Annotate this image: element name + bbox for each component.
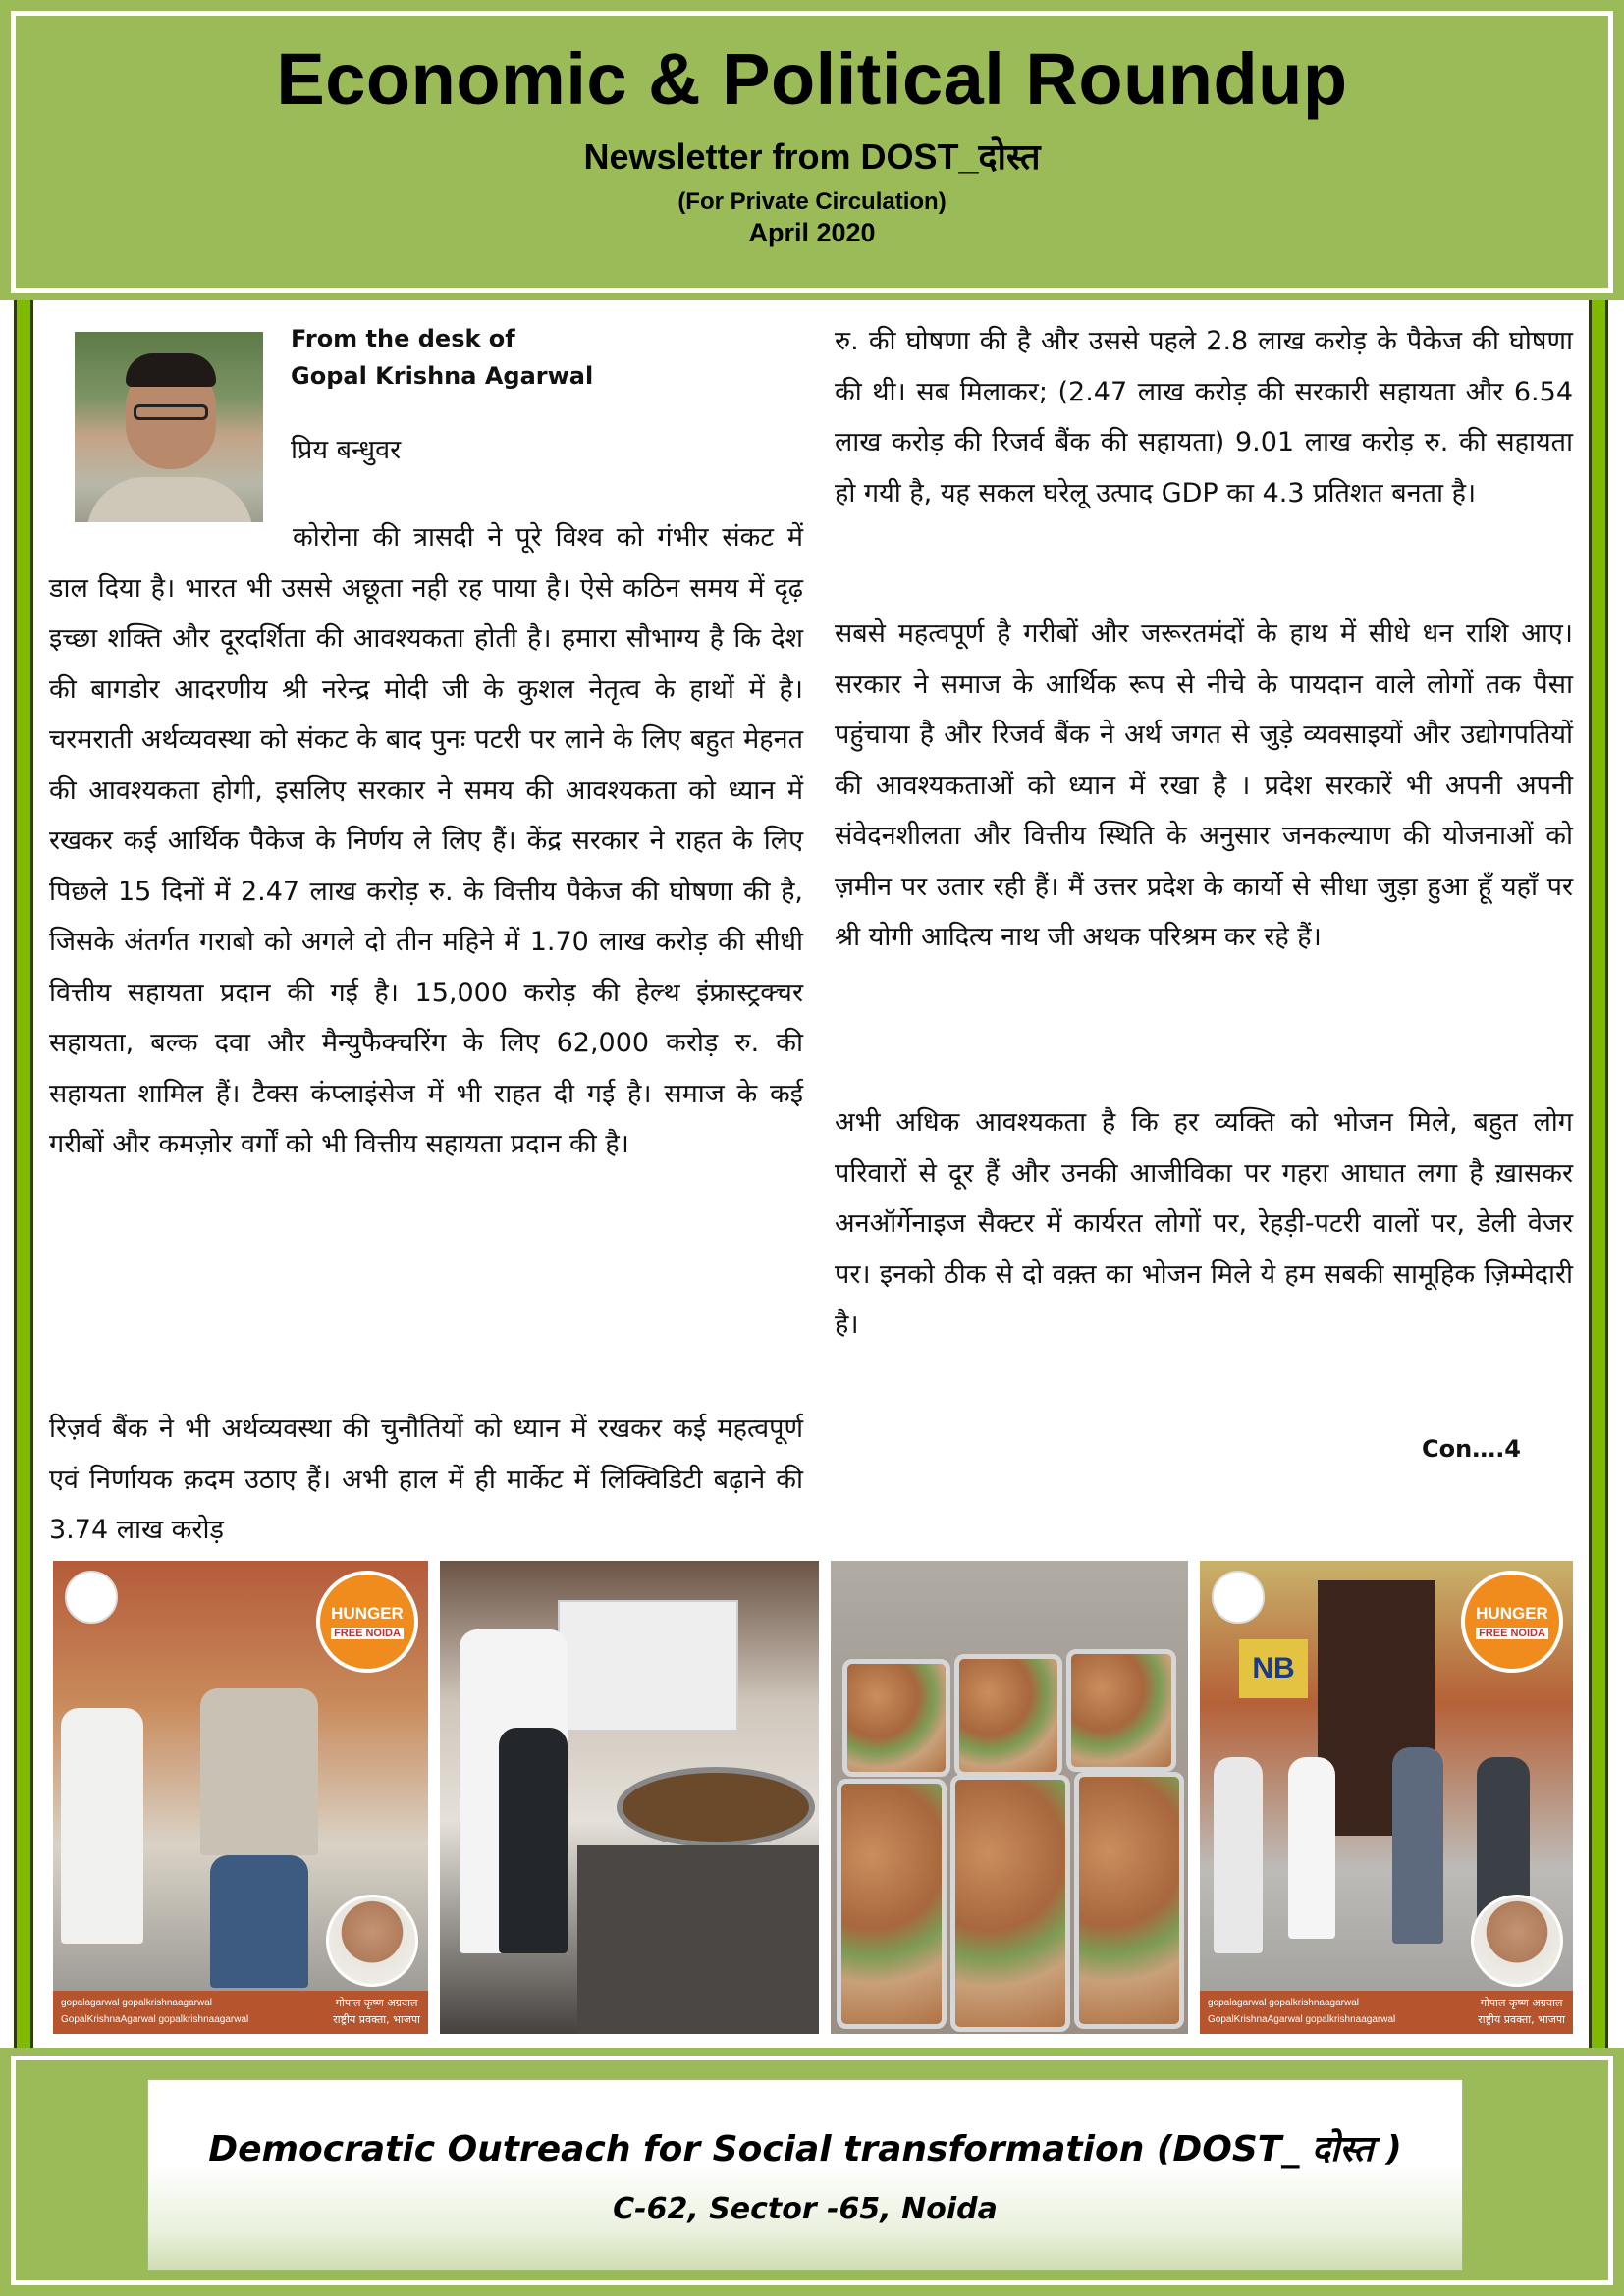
person-figure	[200, 1688, 318, 1855]
food-tray	[1066, 1649, 1176, 1772]
social-handles: gopalagarwal gopalkrishnaagarwal	[1208, 1998, 1359, 2008]
footer-box	[147, 2079, 1463, 2271]
cooking-pan	[617, 1767, 815, 1847]
right-paragraph-3: अभी अधिक आवश्यकता है कि हर व्यक्ति को भोजन मिले, बहुत लोग परिवारों से दूर हैं और उनकी आजीविका पर गहरा आघात लगा है ख़ासकर अनऑर्गेनाइज सैक्टर में कार्यरत लोगों पर, रेहड़ी-पटरी वालों पर, डेली वेजर पर। इनको ठीक से दो वक़्त का भोजन मिले ये हम सबकी सामूहिक ज़िम्मेदारी है।	[835, 1107, 1573, 1340]
newsletter-title: Economic & Political Roundup	[276, 38, 1348, 120]
lotus-logo-icon	[65, 1571, 118, 1624]
footer-band	[0, 2048, 1624, 2296]
newsletter-subtitle: Newsletter from DOST_दोस्त	[583, 136, 1041, 177]
photo-role: राष्ट्रीय प्रवक्ता, भाजपा	[333, 2013, 420, 2026]
badge-title: HUNGER	[331, 1604, 404, 1623]
greeting: प्रिय बन्धुवर	[291, 435, 402, 465]
person-figure	[210, 1855, 308, 1988]
lotus-logo-icon	[1212, 1571, 1265, 1624]
kitchen-tiles	[558, 1600, 738, 1732]
person-figure	[1288, 1757, 1335, 1939]
organization-name: Democratic Outreach for Social transformation (DOST_ दोस्त )	[208, 2129, 1402, 2169]
badge-subtitle: FREE NOIDA	[1476, 1628, 1548, 1639]
food-tray	[954, 1654, 1062, 1777]
social-handles: gopalagarwal gopalkrishnaagarwal	[61, 1998, 212, 2008]
social-handles: GopalKrishnaAgarwal gopalkrishnaagarwal	[61, 2014, 249, 2025]
photo-footer-strip	[53, 1991, 428, 2034]
person-figure	[1392, 1747, 1443, 1944]
avatar	[1471, 1895, 1563, 1987]
masthead	[0, 0, 1624, 300]
avatar	[326, 1895, 418, 1987]
organization-address: C-62, Sector -65, Noida	[613, 2192, 998, 2226]
issue-date: April 2020	[748, 218, 876, 247]
right-side-bar	[1589, 300, 1608, 2048]
food-tray	[842, 1659, 950, 1777]
desk-line: From the desk of	[291, 325, 515, 352]
person-figure	[1214, 1757, 1263, 1953]
person-figure	[61, 1708, 143, 1944]
photo-food-trays	[831, 1561, 1188, 2034]
food-tray	[837, 1779, 947, 2029]
social-handles: GopalKrishnaAgarwal gopalkrishnaagarwal	[1208, 2014, 1396, 2025]
photo-kitchen-cooking	[440, 1561, 819, 2034]
right-paragraph-2: सबसे महत्वपूर्ण है गरीबों और जरूरतमंदों के हाथ में सीधे धन राशि आए। सरकार ने समाज के आर्थिक रूप से नीचे के पायदान वाले लोगों तक पैसा पहुंचाया है और रिजर्व बैंक ने अर्थ जगत से जुड़े व्यवसाइयों और उद्योगपतियों की आवश्यकताओं को ध्यान में रखा है । प्रदेश सरकारें भी अपनी अपनी संवेदनशीलता और वित्तीय स्थिति के अनुसार जनकल्याण की योजनाओं को ज़मीन पर उतार रही हैं। मैं उत्तर प्रदेश के कार्यो से सीधा जुड़ा हुआ हूँ यहाँ पर श्री योगी आदित्य नाथ जी अथक परिश्रम कर रहे हैं।	[835, 618, 1573, 952]
author-name: Gopal Krishna Agarwal	[291, 362, 594, 390]
photo-role: राष्ट्रीय प्रवक्ता, भाजपा	[1478, 2013, 1565, 2026]
author-photo	[75, 332, 263, 522]
chef-apron	[499, 1728, 568, 1953]
food-tray	[950, 1775, 1070, 2032]
truck-label: NB	[1239, 1639, 1308, 1698]
hunger-free-badge	[316, 1571, 418, 1673]
circulation-note: (For Private Circulation)	[677, 188, 947, 215]
badge-title: HUNGER	[1476, 1604, 1548, 1623]
stove-counter	[577, 1845, 819, 2034]
hunger-free-badge	[1461, 1571, 1563, 1673]
right-paragraph-1: रु. की घोषणा की है और उससे पहले 2.8 लाख करोड़ के पैकेज की घोषणा की थी। सब मिलाकर; (2.47 लाख करोड़ की सरकारी सहायता और 6.54 लाख करोड़ की रिजर्व बैंक की सहायता) 9.01 लाख करोड़ रु. की सहायता हो गयी है, यह सकल घरेलू उत्पाद GDP का 4.3 प्रतिशत बनता है।	[835, 326, 1573, 508]
left-side-bar	[14, 300, 33, 2048]
glasses-icon	[134, 404, 208, 420]
food-tray	[1074, 1772, 1184, 2029]
photo-name: गोपाल कृष्ण अग्रवाल	[335, 1997, 418, 2009]
photo-footer-strip	[1200, 1991, 1573, 2034]
left-paragraph-1: कोरोना की त्रासदी ने पूरे विश्व को गंभीर संकट में डाल दिया है। भारत भी उससे अछूता नही रह पाया है। ऐसे कठिन समय में दृढ़ इच्छा शक्ति और दूरदर्शिता की आवश्यकता होती है। हमारा सौभाग्य है कि देश की बागडोर आदरणीय श्री नरेन्द्र मोदी जी के कुशल नेतृत्व के हाथों में है। चरमराती अर्थव्यवस्था को संकट के बाद पुनः पटरी पर लाने के लिए बहुत मेहनत की आवश्यकता होगी, इसलिए सरकार ने समय की आवश्यकता को ध्यान में रखकर कई आर्थिक पैकेज के निर्णय ले लिए हैं। केंद्र सरकार ने राहत के लिए पिछले 15 दिनों में 2.47 लाख करोड़ रु. के वित्तीय पैकेज की घोषणा की है, जिसके अंतर्गत गराबो को अगले दो तीन महिने में 1.70 लाख करोड़ की सीधी वित्तीय सहायता प्रदान की गई है। 15,000 करोड़ की हेल्थ इंफ्रास्ट्रक्चर सहायता, बल्क दवा और मैन्युफैक्चरिंग के लिए 62,000 करोड़ रु. की सहायता शामिल हैं। टैक्स कंप्लाइंसेज में भी राहत दी गई है। समाज के कई गरीबों और कमज़ोर वर्गों को भी वित्तीय सहायता प्रदान की है।	[49, 522, 803, 1159]
left-paragraph-2: रिज़र्व बैंक ने भी अर्थव्यवस्था की चुनौतियों को ध्यान में रखकर कई महत्वपूर्ण एवं निर्णायक क़दम उठाए हैं। अभी हाल में ही मार्केट में लिक्विडिटी बढ़ाने की 3.74 लाख करोड़	[49, 1414, 803, 1545]
photo-name: गोपाल कृष्ण अग्रवाल	[1480, 1997, 1563, 2009]
desk-label	[291, 320, 593, 395]
badge-subtitle: FREE NOIDA	[331, 1628, 404, 1639]
photo-food-distribution-2	[1200, 1561, 1573, 2034]
continued-marker: Con….4	[1422, 1435, 1522, 1463]
photo-food-distribution-1	[53, 1561, 428, 2034]
